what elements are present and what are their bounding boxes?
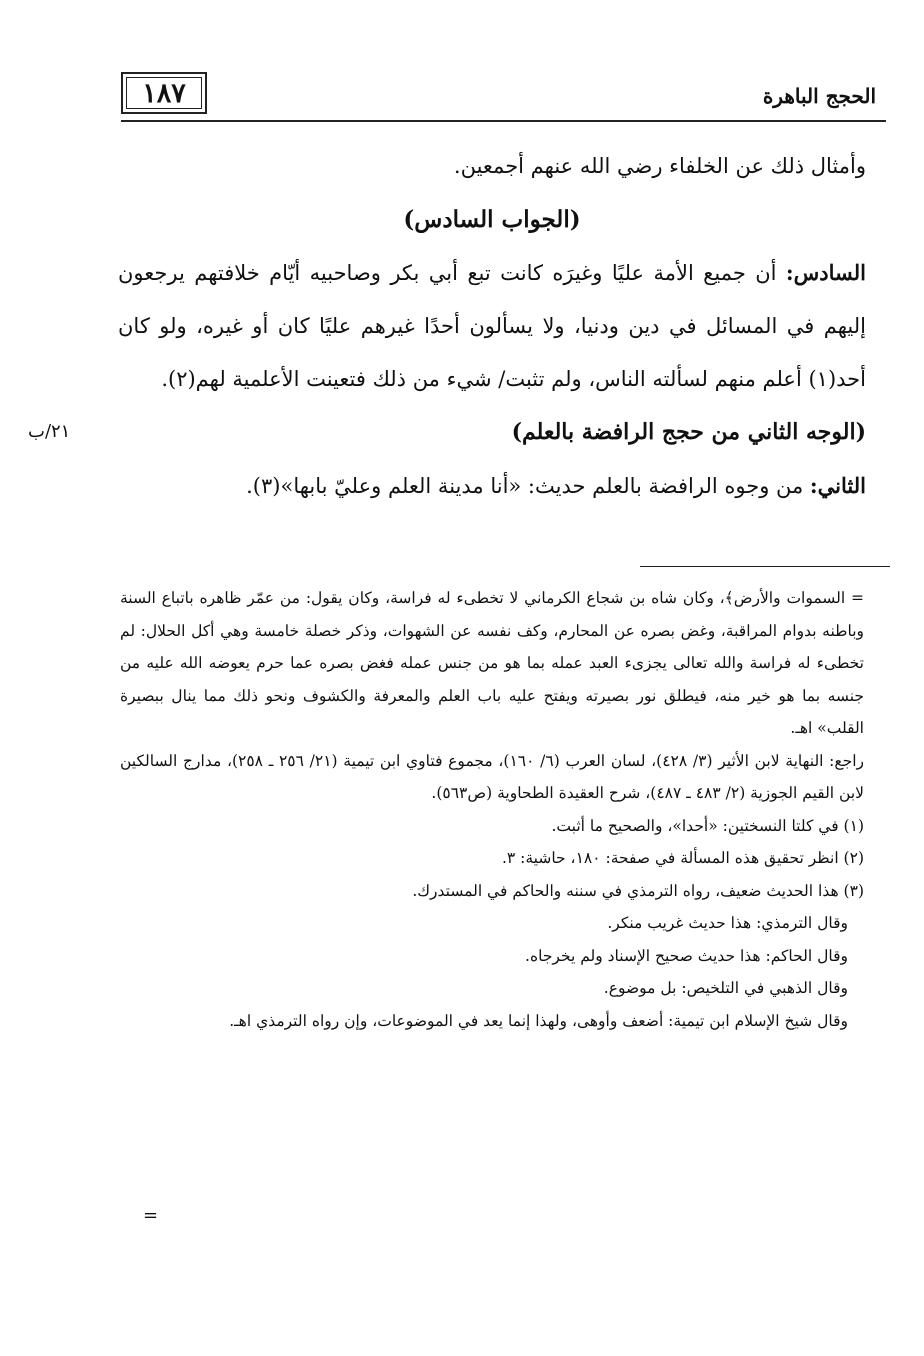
footnote-3: (٣) هذا الحديث ضعيف، رواه الترمذي في سننه والحاكم في المستدرك. [412,881,864,900]
opening-line: وأمثال ذلك عن الخلفاء رضي الله عنهم أجمعين. [453,154,866,178]
paragraph-sixth [118,246,866,406]
footnote-3-line: وقال الترمذي: هذا حديث غريب منكر. [607,914,848,932]
page-number: ١٨٧ [121,72,207,114]
running-title: الحجج الباهرة [762,84,876,108]
footnote-separator [640,566,890,567]
margin-note: ٢١/ب [28,421,71,442]
footnote-1: (١) في كلتا النسختين: «أحدا»، والصحيح ما أثبت. [551,816,864,835]
footnote-2: (٢) انظر تحقيق هذه المسألة في صفحة: ١٨٠، حاشية: ٣. [501,849,864,867]
footnote-3-line: وقال الحاكم: هذا حديث صحيح الإسناد ولم يخرجاه. [525,946,848,965]
footnotes [120,582,864,1037]
main-text [118,140,866,513]
footnote-continuation: = السموات والأرض﴾، وكان شاه بن شجاع الكرماني لا تخطىء له فراسة، وكان يقول: من عمّر ظاهره باتباع السنة وباطنه بدوام المراقبة، وغض بصره عن المحارم، وكف نفسه عن الشهوات، وذكر خصلة خامسة وهي أكل الحلال: لم تخطىء له فراسة والله تعالى يجزىء العبد عمله بما هو من جنس عمله فغض بصره عما حرم يعوضه الله عليه من جنسه بما هو خير منه، فيطلق نور بصيرته ويفتح عليه باب العلم والمعرفة والكشوف ونحو ذلك مما ينال ببصيرة القلب» اهـ. [120,589,864,737]
footnote-references: راجع: النهاية لابن الأثير (٣/ ٤٢٨)، لسان العرب (٦/ ١٦٠)، مجموع فتاوي ابن تيمية (٢١/ ٢٥٦ ـ ٢٥٨)، مدارج السالكين لابن القيم الجوزية (٢/ ٤٨٣ ـ ٤٨٧)، شرح العقيدة الطحاوية (ص٥٦٣). [120,751,865,802]
paragraph-lead: الثاني: [809,473,866,498]
section-heading-sixth-answer: (الجواب السادس) [403,206,581,233]
section-heading-second-aspect: (الوجه الثاني من حجج الرافضة بالعلم) [511,419,866,445]
paragraph-lead: السادس: [785,260,866,285]
paragraph-second [118,459,866,513]
paragraph-body: أن جميع الأمة عليًا وغيرَه كانت تبع أبي بكر وصاحبيه أيّام خلافتهم يرجعون إليهم في المسائل في دين ودنيا، ولا يسألون أحدًا غيرهم عليًا كان أو غيره، ولو كان أحد(١) أعلم منهم لسألته الناس، ولم تثبت/ شيء من ذلك فتعينت الأعلمية لهم(٢). [118,261,866,391]
paragraph-body: من وجوه الرافضة بالعلم حديث: «أنا مدينة العلم وعليّ بابها»(٣). [246,474,810,498]
footnote-3-line: وقال شيخ الإسلام ابن تيمية: أضعف وأوهى، ولهذا إنما يعد في الموضوعات، وإن رواه الترمذي اهـ. [229,1011,848,1030]
header-rule [121,120,886,122]
continuation-mark: = [143,1205,159,1226]
footnote-3-line: وقال الذهبي في التلخيص: بل موضوع. [603,979,848,997]
